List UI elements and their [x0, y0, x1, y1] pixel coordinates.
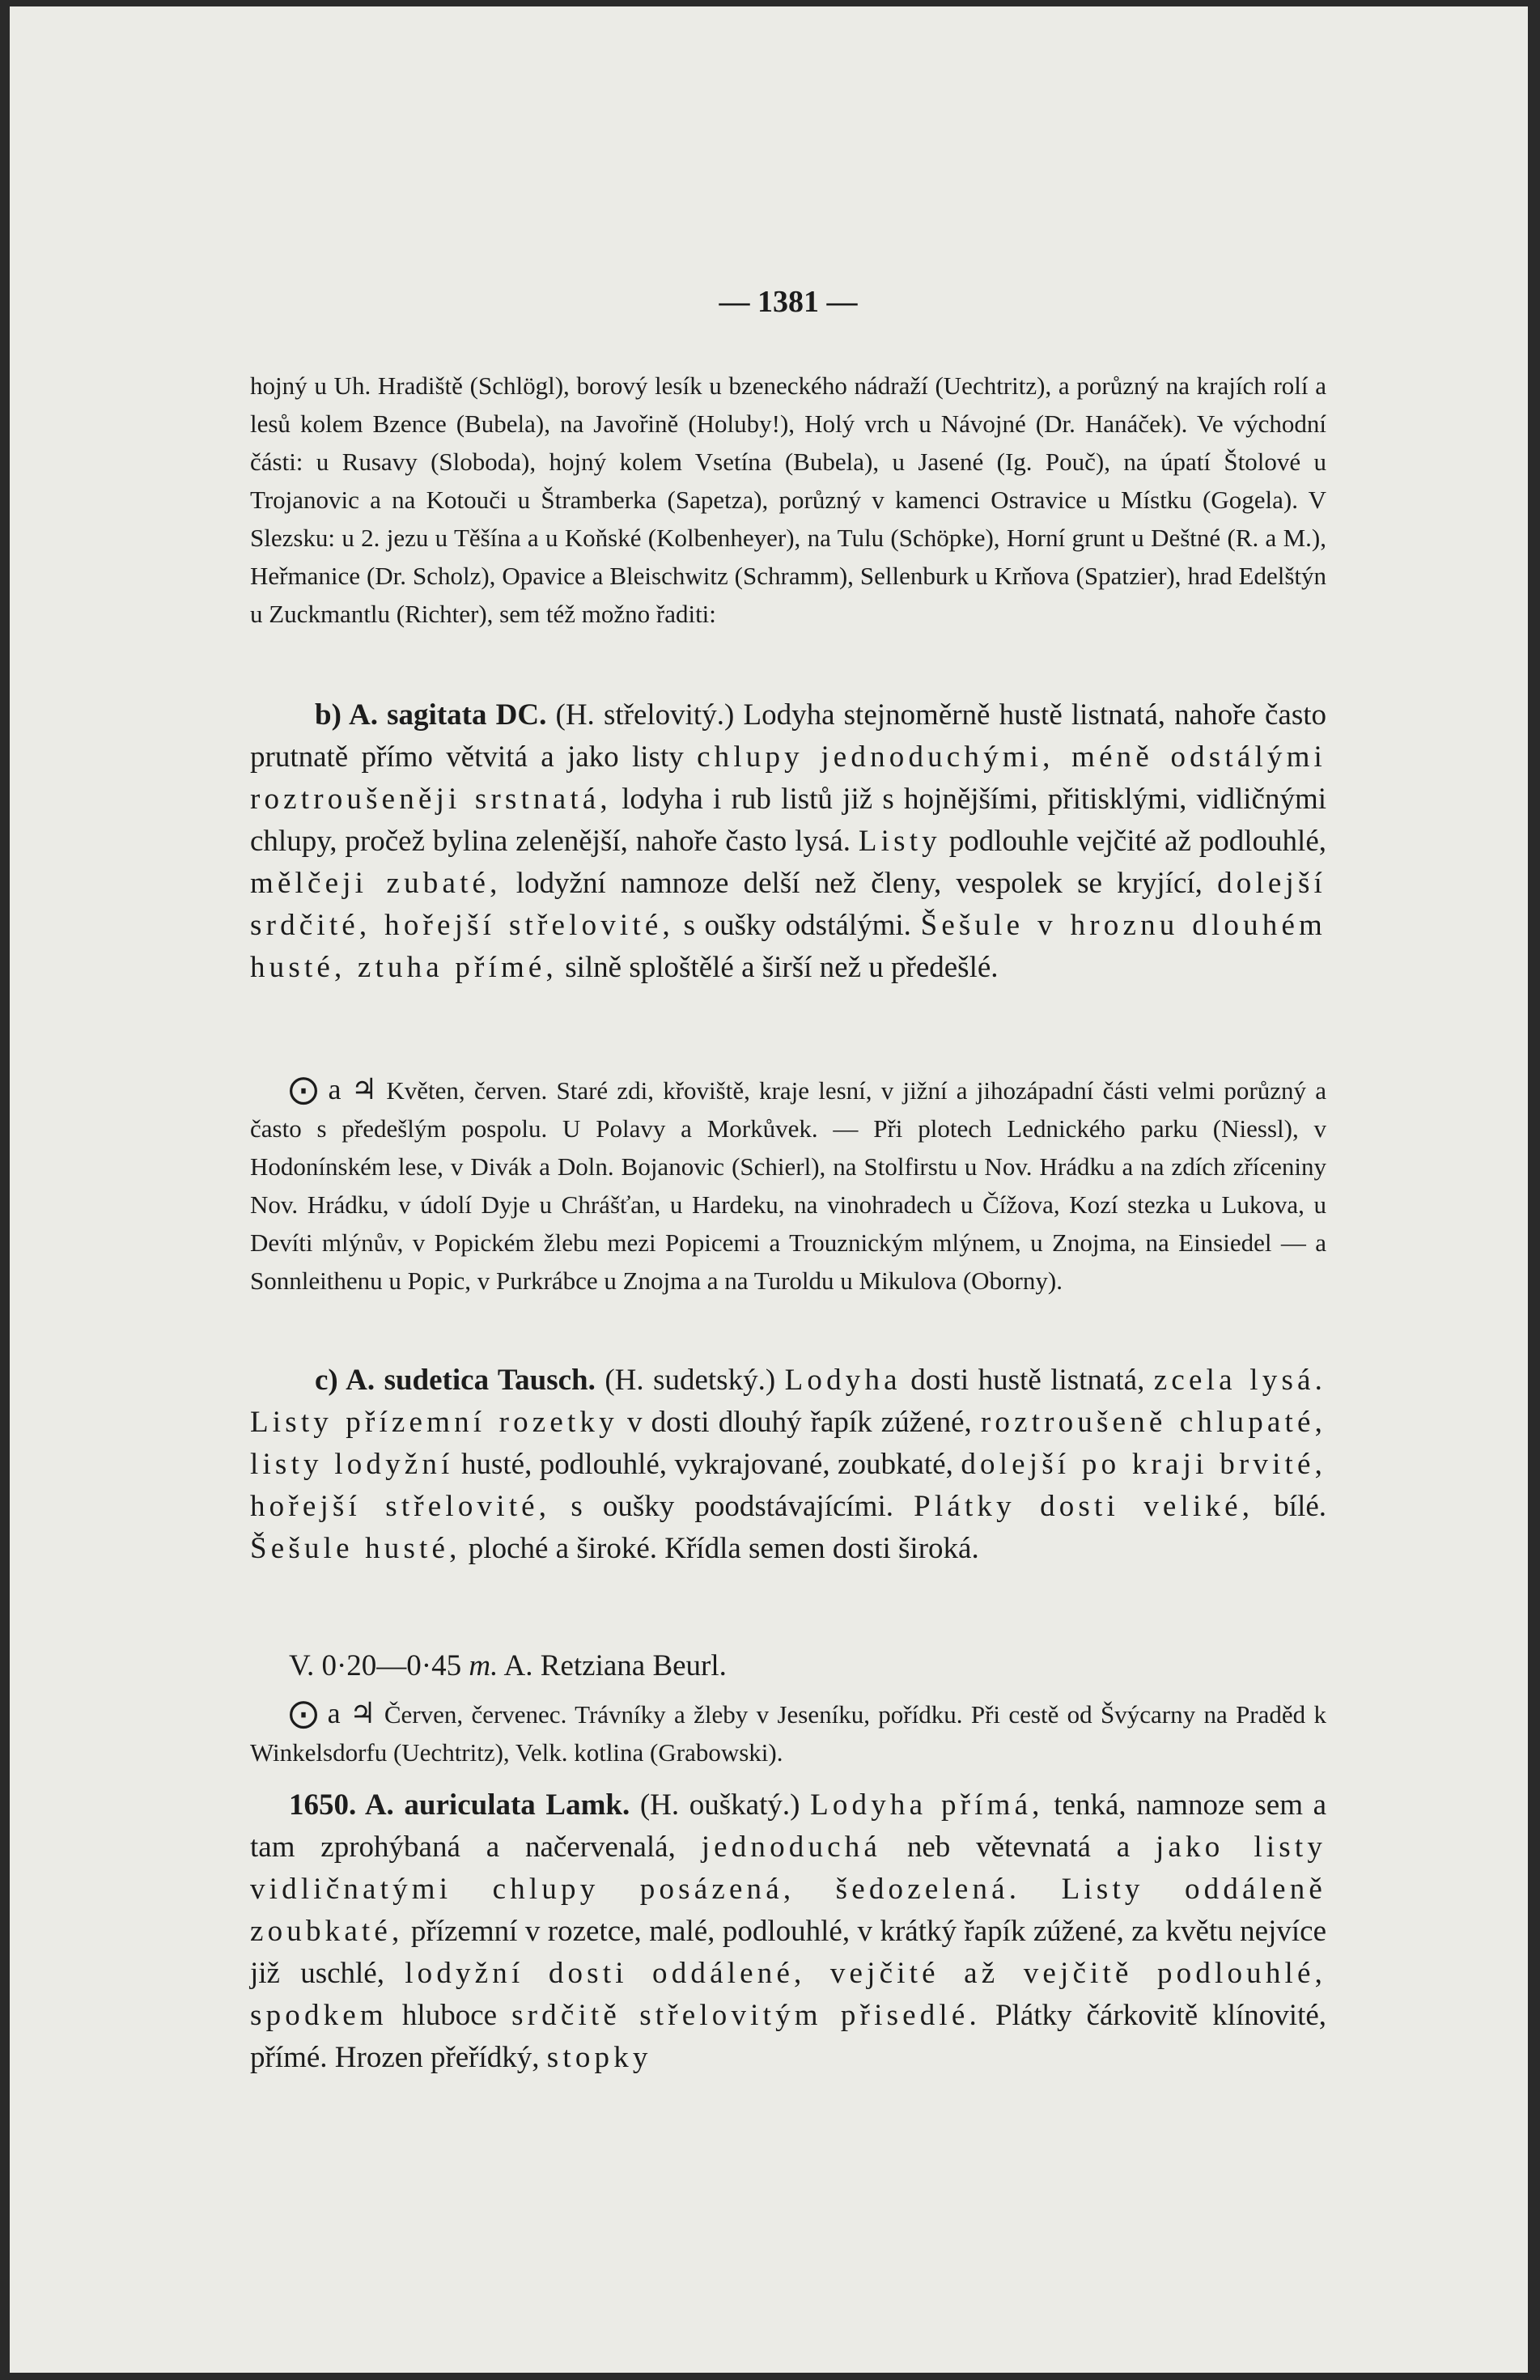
spaced-text: lodyžní dosti oddálené, vejčité až vejčitě podlouhlé, spodkem: [250, 1957, 1326, 2032]
book-page: [10, 6, 1528, 2373]
description-text: s oušky poodstávajícími.: [571, 1490, 893, 1523]
spaced-text: stopky: [546, 2041, 652, 2074]
entry-sagitata: [250, 694, 1326, 989]
spaced-text: zcela lysá. Listy přízemní rozetky: [250, 1364, 1327, 1439]
spaced-text: Plátky dosti veliké,: [914, 1490, 1254, 1523]
spaced-text: Šešule v hroznu dlouhém husté, ztuha přímé,: [250, 909, 1327, 984]
description-text: hluboce: [401, 1999, 498, 2032]
spaced-text: dolejší srdčité, hořejší střelovité,: [250, 867, 1327, 942]
variety-height: V. 0·20—0·45: [289, 1649, 462, 1682]
description-text: lodyha i rub listů již s hojnějšími, přitisklými, vidličnými chlupy, pročež bylina zelenější, nahoře často lysá.: [250, 783, 1327, 858]
description-text: neb větevnatá a: [906, 1831, 1131, 1864]
description-text: silně sploštělé a širší než u předešlé.: [565, 951, 999, 984]
taxon-name: c) A. sudetica Tausch.: [315, 1364, 596, 1397]
variety-line: [250, 1645, 1326, 1687]
taxon-name: b) A. sagitata DC.: [315, 698, 547, 732]
variety-name: A. Retziana Beurl.: [503, 1649, 727, 1682]
description-text: přízemní v rozetce, malé, podlouhlé, v krátký řapík zúžené, za květu nejvíce již uschlé,: [250, 1915, 1327, 1990]
biennial-perennial-symbols: ⨀ a ♃: [289, 1073, 378, 1105]
description-text: v dosti dlouhý řapík zúžené,: [626, 1406, 972, 1439]
biennial-perennial-symbols: ⨀ a ♃: [289, 1697, 376, 1729]
unit-m: m.: [469, 1649, 498, 1682]
entry-sudetica: [250, 1360, 1326, 1570]
description-text: Lodyha stejnoměrně hustě listnatá, nahoře často prutnatě přímo větvitá a jako listy: [250, 698, 1327, 774]
common-name: (H. střelovitý.): [555, 698, 735, 732]
description-text: bílé.: [1274, 1490, 1327, 1523]
common-name: (H. sudetský.): [605, 1364, 776, 1397]
continuation-paragraph: hojný u Uh. Hradiště (Schlögl), borový lesík u bzeneckého nádraží (Uechtritz), a porůzný na krajích rolí a lesů kolem Bzence (Bubela), na Javořině (Holuby!), Holý vrch u Návojné (Dr. Hanáček). Ve východní části: u Rusavy (Sloboda), hojný kolem Vsetína (Bubela), u Jasené (Ig. Pouč), na úpatí Štolové u Trojanovic a na Kotouči u Štramberka (Sapetza), porůzný v kamenci Ostravice u Místku (Gogela). V Slezsku: u 2. jezu u Těšína a u Koňské (Kolbenheyer), na Tulu (Schöpke), Horní grunt u Deštné (R. a M.), Heřmanice (Dr. Scholz), Opavice a Bleischwitz (Schramm), Sellenburk u Krňova (Spatzier), hrad Edelštýn u Zuckmantlu (Richter), sem též možno řaditi:: [250, 371, 1326, 628]
description-text: podlouhle vejčité až podlouhlé,: [948, 825, 1327, 858]
locality-text: Květen, červen. Staré zdi, křoviště, kraje lesní, v jižní a jihozápadní části velmi porůzný a často s předešlým pospolu. U Polavy a Morkůvek. — Při plotech Lednického parku (Niessl), v Hodonínském lese, v Divák a Doln. Bojanovic (Schierl), na Stolfirstu u Nov. Hrádku a na zdích zříceniny Nov. Hrádku, v údolí Dyje u Chrášťan, u Hardeku, na vinohradech u Čížova, Kozí stezka u Lukova, u Devíti mlýnův, v Popickém žlebu mezi Popicemi a Trouznickým mlýnem, u Znojma, na Einsiedel — a Sonnleithenu u Popic, v Purkrábce u Znojma a na Turoldu u Mikulova (Oborny).: [250, 1076, 1326, 1295]
spaced-text: Lodyha přímá,: [810, 1788, 1044, 1822]
spaced-text: mělčeji zubaté,: [250, 867, 502, 900]
description-text: tenká, namnoze sem a tam zprohýbaná a načervenalá,: [250, 1788, 1327, 1864]
description-text: ploché a široké. Křídla semen dosti široká.: [468, 1532, 979, 1565]
locality-sagitata: [250, 1071, 1326, 1300]
spaced-text: Lodyha: [784, 1364, 902, 1397]
page-number: — 1381 —: [719, 285, 858, 319]
description-text: s oušky odstálými.: [683, 909, 911, 942]
description-text: husté, podlouhlé, vykrajované, zoubkaté,: [460, 1448, 953, 1481]
description-text: lodyžní namnoze delší než členy, vespolek se kryjící,: [515, 867, 1203, 900]
description-text: dosti hustě listnatá,: [910, 1364, 1145, 1397]
spaced-text: jako listy vidličnatými chlupy posázená, šedozelená. Listy oddáleně zoubkaté,: [250, 1831, 1327, 1948]
locality-text: Červen, červenec. Trávníky a žleby v Jeseníku, pořídku. Při cestě od Švýcarny na Praděd k Winkelsdorfu (Uechtritz), Velk. kotlina (Grabowski).: [250, 1700, 1327, 1767]
spaced-text: roztroušeně chlupaté, listy lodyžní: [250, 1406, 1327, 1481]
spaced-text: Šešule husté,: [250, 1532, 461, 1565]
spaced-text: Listy: [858, 825, 941, 858]
spaced-text: dolejší po kraji brvité, hořejší střelovité,: [250, 1448, 1327, 1523]
locality-sudetica: [250, 1695, 1326, 1771]
spaced-text: srdčitě střelovitým přisedlé.: [511, 1999, 981, 2032]
spaced-text: jednoduchá: [701, 1831, 882, 1864]
description-text: Plátky čárkovitě klínovité, přímé. Hrozen přeřídký,: [250, 1999, 1327, 2074]
entry-auriculata: [250, 1784, 1326, 2079]
common-name: (H. ouškatý.): [639, 1788, 800, 1822]
spaced-text: chlupy jednoduchými, méně odstálými roztroušeněji srstnatá,: [250, 740, 1327, 816]
taxon-name: 1650. A. auriculata Lamk.: [289, 1788, 630, 1822]
